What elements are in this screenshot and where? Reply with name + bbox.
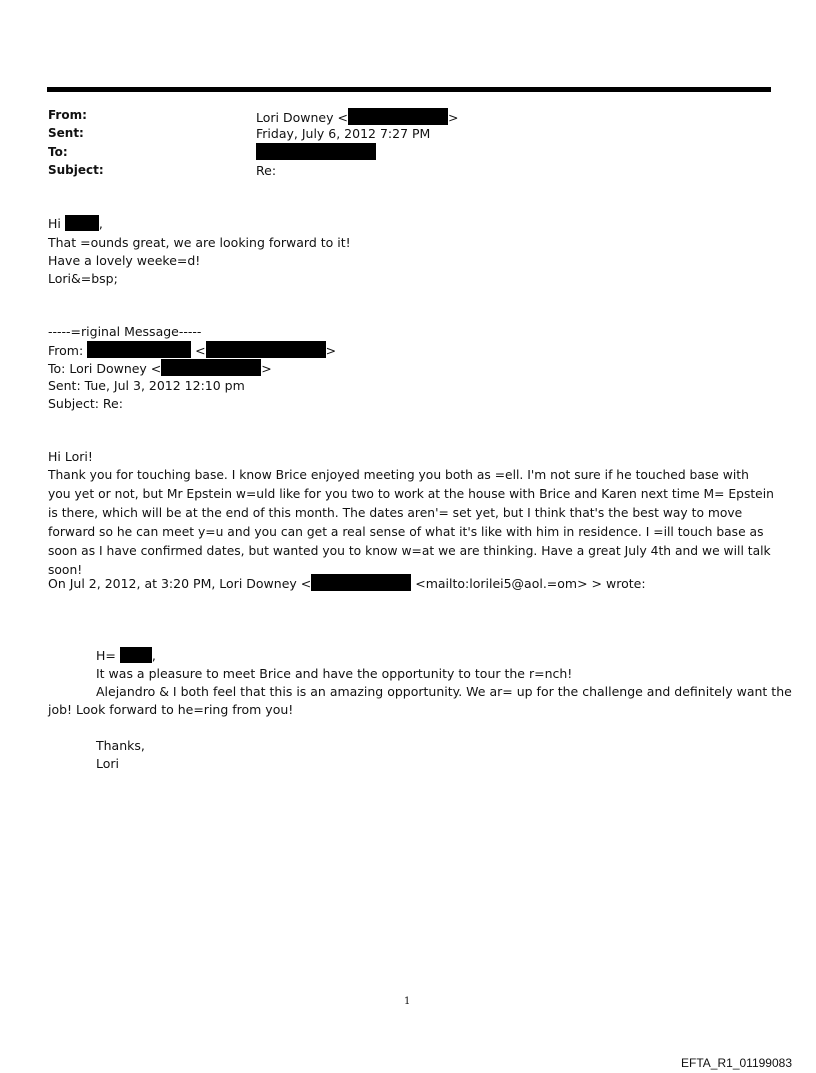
mailto-text: <mailto:lorilei5@aol.=om> > wrote:: [415, 576, 646, 591]
subject-label: Subject:: [48, 163, 104, 177]
reply-greeting: [48, 215, 103, 233]
quoted-intro: [48, 574, 646, 593]
redaction-block: [206, 341, 326, 358]
quoted-intro-prefix: On Jul 2, 2012, at 3:20 PM, Lori Downey <: [48, 576, 312, 591]
original-subject: Subject: Re:: [48, 396, 123, 411]
quoted-signoff: Thanks,: [96, 738, 145, 753]
document-id: EFTA_R1_01199083: [681, 1056, 792, 1070]
from-label: From:: [48, 108, 87, 122]
bracket: >: [325, 343, 337, 358]
original-sent: Sent: Tue, Jul 3, 2012 12:10 pm: [48, 378, 245, 393]
quoted-line: It was a pleasure to meet Brice and have the opportunity to tour the r=nch!: [96, 666, 573, 681]
redaction-block: [161, 359, 261, 376]
reply-line: Have a lovely weeke=d!: [48, 253, 201, 268]
original-to: [48, 359, 272, 378]
to-value: [256, 143, 376, 160]
redaction-block: [311, 574, 411, 591]
greeting-comma: ,: [151, 648, 156, 663]
to-label: To:: [48, 145, 68, 159]
greeting-comma: ,: [98, 216, 103, 231]
greeting-word: Hi: [48, 216, 61, 231]
greeting-word: H=: [96, 648, 116, 663]
quoted-line: Alejandro & I both feel that this is an amazing opportunity. We ar= up for the challenge and definitely want the: [96, 684, 792, 699]
redaction-block: [87, 341, 191, 358]
quoted-greeting: [96, 647, 156, 665]
original-from: [48, 341, 336, 360]
quoted-line: job! Look forward to he=ring from you!: [48, 702, 294, 717]
original-greeting: Hi Lori!: [48, 449, 93, 464]
page-number: 1: [404, 996, 411, 1007]
redaction-block: [120, 647, 152, 663]
original-divider: -----=riginal Message-----: [48, 324, 202, 339]
reply-line: That =ounds great, we are looking forward to it!: [48, 235, 351, 250]
from-close: >: [447, 110, 459, 125]
sent-label: Sent:: [48, 126, 84, 140]
header-rule: [47, 87, 771, 92]
subject-value: Re:: [256, 163, 277, 178]
bracket: >: [261, 361, 272, 376]
redaction-block: [348, 108, 448, 125]
redaction-block: [256, 143, 376, 160]
sent-value: Friday, July 6, 2012 7:27 PM: [256, 126, 431, 141]
original-body: Thank you for touching base. I know Brice enjoyed meeting you both as =ell. I'm not sure if he touched base with you yet or not, but Mr Epstein w=uld like for you two to work at the house with Brice and Karen next time M= Epstein is there, which will be at the end of this month. The dates aren'= set yet, but I think that's the best way to move forward so he can meet y=u and you can get a real sense of what it's like with him in residence. I =ill touch base as soon as I have confirmed dates, but wanted you to know w=at we are thinking. Have a great July 4th and we will talk soon!: [48, 468, 774, 577]
quoted-signature: Lori: [96, 756, 120, 771]
bracket: <: [195, 343, 206, 358]
original-from-label: From:: [48, 343, 84, 358]
reply-line: Lori&=bsp;: [48, 271, 118, 286]
redaction-block: [65, 215, 99, 231]
original-to-text: To: Lori Downey <: [48, 361, 162, 376]
from-name: Lori Downey <: [256, 110, 348, 125]
from-value: [256, 108, 458, 125]
